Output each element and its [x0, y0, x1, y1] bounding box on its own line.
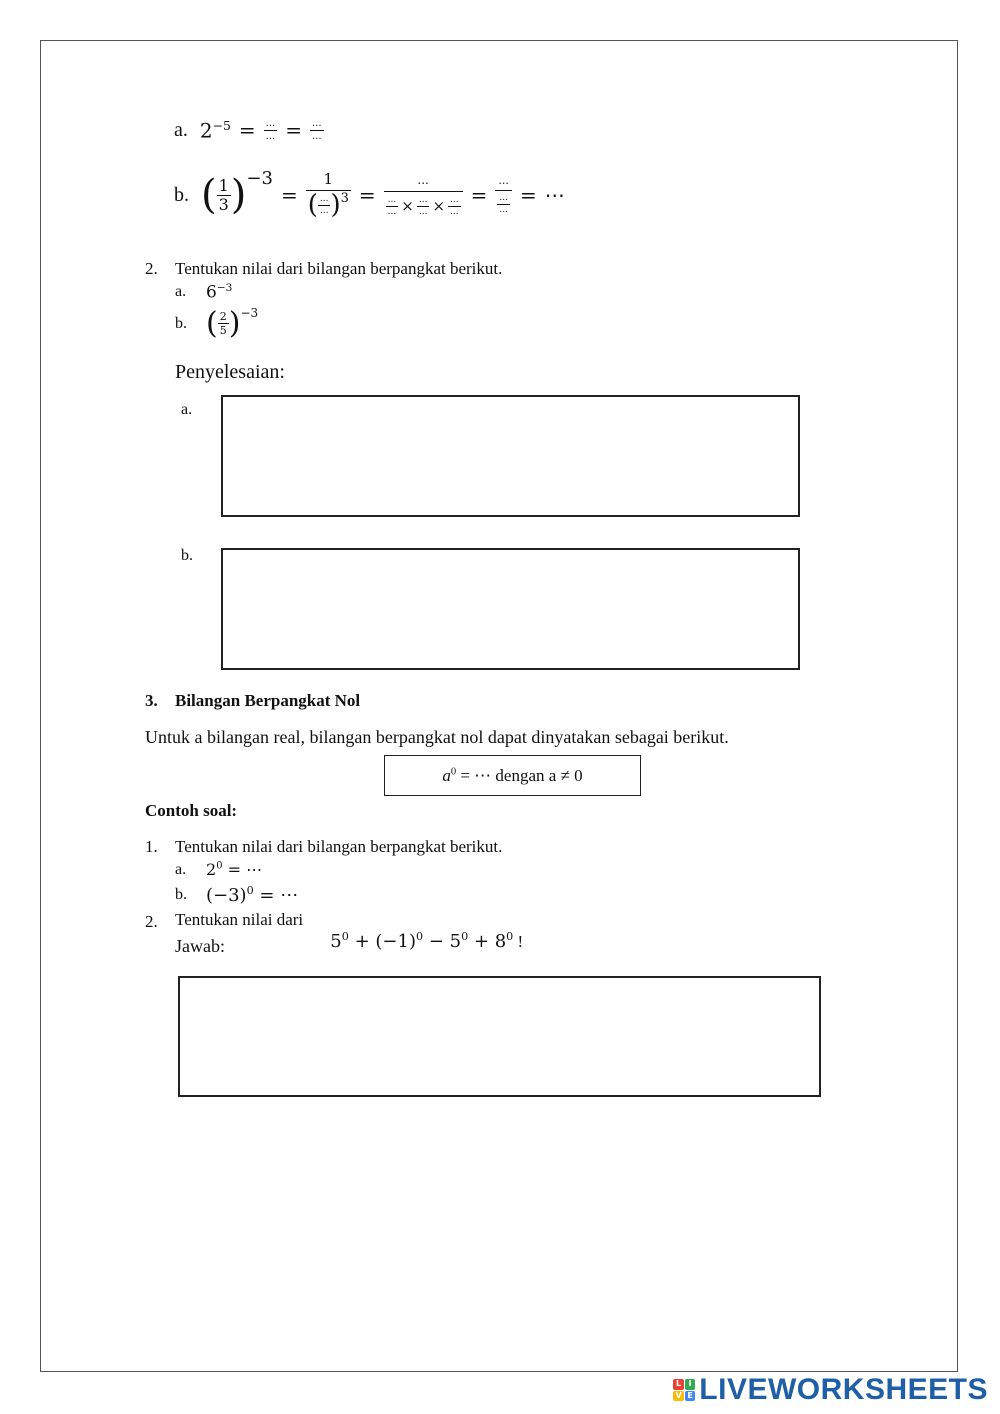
logo-mark-icon: [673, 1379, 695, 1401]
answer-blank[interactable]: = ⋯: [222, 860, 263, 879]
term-base: (−1): [375, 931, 416, 952]
question-text: Tentukan nilai dari: [175, 910, 308, 929]
exponent: 0: [216, 860, 223, 872]
numerator-blank[interactable]: ...: [418, 194, 428, 205]
base: (−3): [206, 885, 247, 906]
right-paren: ): [228, 306, 241, 341]
numerator-blank[interactable]: ...: [387, 194, 397, 205]
examples-heading: Contoh soal:: [145, 801, 238, 820]
question-2-item-b: [175, 306, 258, 341]
product-fraction: [384, 174, 463, 217]
example-1-text: Tentukan nilai dari bilangan berpangkat berikut.: [175, 837, 503, 856]
denominator-blank[interactable]: ...: [499, 205, 508, 215]
exponent: 0: [246, 884, 254, 897]
numerator: 2: [219, 310, 227, 323]
operator: !: [513, 932, 524, 951]
solution-heading: Penyelesaian:: [175, 361, 285, 383]
answer-a-box[interactable]: [221, 395, 800, 517]
base: 2: [199, 118, 213, 143]
intro-item-a: [174, 118, 324, 143]
denominator: 5: [219, 324, 227, 337]
formula-rest: = ⋯ dengan a ≠ 0: [456, 765, 583, 785]
denominator-blank[interactable]: ...: [319, 205, 329, 216]
answer-a-label: a.: [181, 401, 193, 418]
right-paren: ): [330, 190, 341, 220]
left-paren: (: [206, 306, 218, 341]
formula-exponent: 0: [450, 765, 457, 777]
section-3-intro: Untuk a bilangan real, bilangan berpangkat nol dapat dinyatakan sebagai berikut.: [145, 727, 729, 747]
exponent: 3: [340, 191, 349, 206]
exponent: −3: [216, 282, 233, 294]
blank-fraction: [417, 196, 430, 217]
logo-text: LIVEWORKSHEETS: [699, 1373, 988, 1406]
times-sign: ×: [401, 196, 414, 215]
power-expression: [200, 118, 231, 143]
question-2-item-a: [175, 282, 232, 303]
left-paren: (: [201, 172, 217, 218]
blank-fraction: [264, 119, 278, 142]
exponent: −3: [240, 306, 259, 320]
blank-fraction: [386, 196, 399, 217]
example-2-number: 2.: [145, 912, 158, 931]
term-base: 5: [330, 931, 342, 952]
base: 2: [206, 860, 217, 879]
numerator: 1: [323, 170, 334, 188]
left-paren: (: [307, 190, 318, 220]
answer-b-box[interactable]: [221, 548, 800, 670]
numerator-blank[interactable]: ...: [265, 117, 276, 129]
denominator-blank[interactable]: ...: [387, 206, 397, 217]
formula-base: a: [442, 765, 451, 785]
example-1-item-b: [175, 884, 298, 906]
item-label: b.: [174, 183, 189, 206]
term-base: 5: [449, 931, 462, 952]
equals-sign: =: [470, 183, 488, 207]
equals-sign: =: [280, 183, 298, 207]
fraction-power: [206, 306, 258, 341]
equals-sign: =: [285, 118, 302, 143]
numerator-blank[interactable]: ...: [417, 172, 429, 187]
denominator-product: [384, 191, 463, 217]
term-base: 8: [494, 931, 507, 952]
example-answer-box[interactable]: [178, 976, 821, 1097]
right-paren: ): [230, 172, 247, 218]
question-2-text: Tentukan nilai dari bilangan berpangkat berikut.: [175, 259, 503, 278]
base: 6: [206, 282, 217, 303]
result-blank[interactable]: ⋯: [544, 183, 565, 207]
section-3-number: 3.: [145, 691, 158, 710]
liveworksheets-logo: [673, 1374, 988, 1406]
formula-box: [384, 755, 641, 796]
blank-fraction: [318, 195, 331, 216]
example-2-text: [175, 909, 523, 973]
numerator-blank[interactable]: ...: [319, 193, 329, 204]
item-label: a.: [175, 283, 187, 301]
logo-tile-e: E: [685, 1391, 696, 1402]
item-label: a.: [174, 118, 188, 141]
denominator-power: [306, 190, 351, 218]
nested-fraction: [495, 175, 512, 215]
answer-label: Jawab:: [175, 936, 225, 956]
equals-sign: =: [358, 183, 376, 207]
example-1-number: 1.: [145, 837, 158, 856]
blank-fraction: [310, 119, 324, 142]
fraction: [217, 175, 231, 214]
denominator-fraction: [495, 190, 512, 215]
numerator-blank[interactable]: ...: [311, 117, 322, 129]
numerator-blank[interactable]: ...: [499, 193, 508, 203]
logo-tile-v: V: [673, 1391, 684, 1402]
denominator-blank[interactable]: ...: [418, 206, 428, 217]
example-1-item-a: [175, 860, 262, 879]
logo-tile-i: I: [685, 1379, 696, 1390]
term-exponent: 0: [461, 930, 469, 943]
blank-fraction: [448, 196, 461, 217]
denominator-blank[interactable]: ...: [450, 206, 459, 217]
intro-item-b: [174, 168, 565, 220]
reciprocal-fraction: [306, 172, 351, 218]
fraction-power: [201, 168, 273, 218]
term-exponent: 0: [506, 930, 514, 943]
exponent: −5: [212, 118, 231, 133]
numerator-blank[interactable]: ...: [450, 194, 459, 205]
blank-fraction: [497, 194, 510, 215]
times-sign: ×: [432, 196, 446, 215]
operator: +: [348, 931, 376, 952]
item-label: b.: [175, 886, 187, 903]
equals-sign: =: [238, 118, 256, 143]
operator: +: [468, 931, 495, 952]
question-2-number: 2.: [145, 259, 158, 278]
numerator-blank[interactable]: ...: [498, 174, 509, 187]
denominator: 3: [218, 194, 229, 214]
answer-b-label: b.: [181, 547, 193, 564]
term-exponent: 0: [341, 930, 349, 943]
operator: −: [423, 931, 450, 952]
term-exponent: 0: [415, 930, 424, 943]
denominator-blank[interactable]: ...: [265, 130, 276, 142]
denominator-blank[interactable]: ...: [311, 130, 322, 142]
exponent: −3: [246, 168, 273, 189]
item-label: a.: [175, 860, 187, 878]
item-label: b.: [175, 314, 187, 332]
fraction: [218, 311, 229, 336]
formula: [442, 766, 582, 786]
equals-sign: =: [519, 183, 537, 207]
logo-tile-l: L: [673, 1379, 684, 1390]
numerator: 1: [218, 175, 229, 195]
section-3-heading: Bilangan Berpangkat Nol: [175, 691, 361, 710]
expression: [307, 909, 523, 973]
answer-blank[interactable]: = ⋯: [253, 885, 299, 906]
